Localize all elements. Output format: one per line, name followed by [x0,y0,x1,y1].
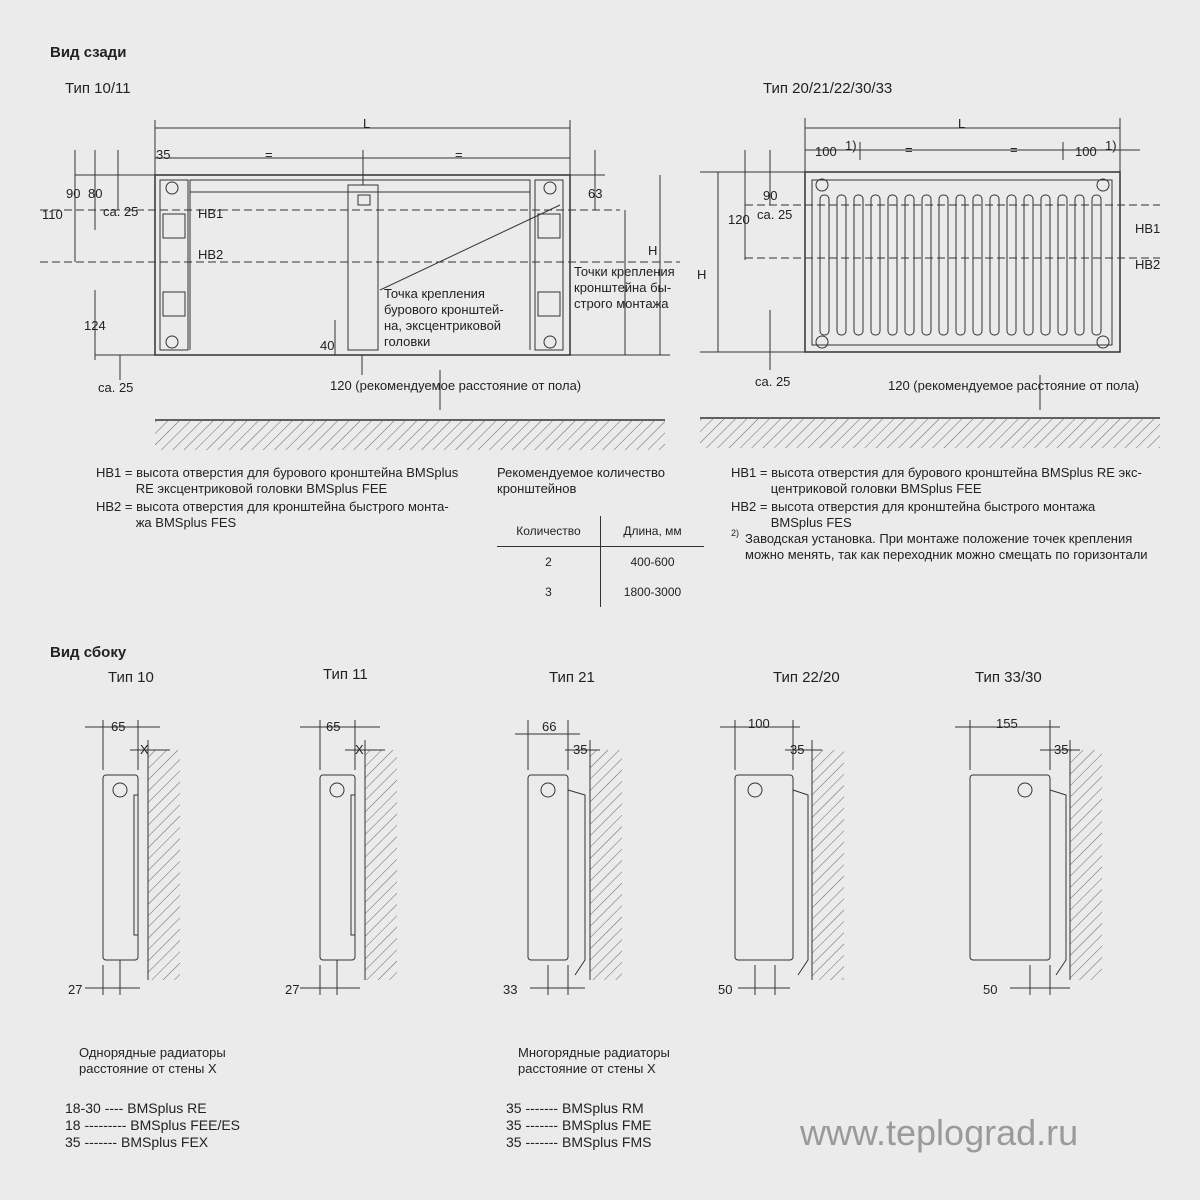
label-hb2-right: HB2 [1135,257,1161,272]
side-type-33-30-label: Тип 33/30 [975,669,1042,686]
dim-ca25-top-left: ca. 25 [103,204,139,219]
brackets-col-length: Длина, мм [601,516,705,547]
side-type-22-20-x: 35 [790,742,805,757]
dim-eq-right-2: = [1010,142,1018,157]
dim-l-left: L [363,116,371,131]
dim-100-b: 100 [1075,144,1097,159]
note2-superscript: 2) [731,528,740,538]
drill-bracket-note: Точка крепления бурового кронштей- на, эксцентриковой головки [384,286,504,349]
side-type-10-bottom: 27 [68,982,83,997]
watermark: www.teplograd.ru [800,1112,1079,1153]
side-type-10-label: Тип 10 [108,669,154,686]
side-view-type-11 [300,720,397,995]
rear-view-heading: Вид сзади [50,44,127,61]
side-type-33-30-top: 155 [996,716,1018,731]
brackets-title: Рекомендуемое количество кронштейнов [497,465,665,496]
label-hb2-left: HB2 [198,247,224,262]
rear-type-left: Тип 10/11 [65,80,131,97]
side-type-22-20-bottom: 50 [718,982,733,997]
dim-63: 63 [588,186,603,201]
side-type-10-x: X [140,742,149,757]
side-type-21-label: Тип 21 [549,669,595,686]
side-view-type-10 [85,720,180,995]
dim-h-right: H [697,267,707,282]
dim-ca25-bottom-left: ca. 25 [98,380,134,395]
brackets-count-cell: 2 [497,547,601,578]
brackets-count-cell: 3 [497,577,601,607]
side-type-10-top: 65 [111,719,126,734]
note-hb1-left: HB1 = высота отверстия для бурового кронштейна BMSplus RE эксцентриковой головки BMSplus FEE [96,465,459,496]
note-factory-setting: Заводская установка. При монтаже положение точек крепления можно менять, так как переходник можно смещать по горизонтали [745,531,1148,562]
dim-eq-right-1: = [905,142,913,157]
side-type-11-label: Тип 11 [323,666,368,683]
side-type-22-20-top: 100 [748,716,770,731]
brackets-length-cell: 400-600 [630,555,675,569]
sup-1-b: 1) [1105,138,1117,153]
side-type-21-x: 35 [573,742,588,757]
floor-note-left: 120 (рекомендуемое расстояние от пола) [330,378,582,393]
brackets-col-count: Количество [497,516,601,547]
side-view-heading: Вид сбоку [50,644,127,661]
multi-row-list: 35 ------- BMSplus RM 35 ------- BMSplus FME 35 ------- BMSplus FMS [506,1100,652,1150]
dim-110: 110 [42,207,63,222]
floor-note-right: 120 (рекомендуемое расстояние от пола) [888,378,1140,393]
brackets-table [497,516,704,607]
single-row-title: Однорядные радиаторы расстояние от стены X [79,1045,226,1076]
table-row [497,547,704,578]
side-view-type-22-20 [720,720,844,995]
brackets-length-cell: 1800-3000 [623,585,682,599]
dim-35: 35 [156,147,171,162]
rear-type-right: Тип 20/21/22/30/33 [763,80,893,97]
side-type-21-top: 66 [542,719,557,734]
dim-l-right: L [958,116,966,131]
dim-h-left: H [648,243,658,258]
quick-bracket-note: Точки крепления кронштейна бы- строго монтажа [574,264,675,311]
note-hb1-right: HB1 = высота отверстия для бурового кронштейна BMSplus RE экс- центриковой головки BMSplus FEE [731,465,1142,496]
note-hb2-right: HB2 = высота отверстия для кронштейна быстрого монтажа BMSplus FES [731,499,1096,530]
dim-120: 120 [728,212,750,227]
dim-90-left: 90 [66,186,81,201]
multi-row-title: Многорядные радиаторы расстояние от стены X [518,1045,670,1076]
single-row-list: 18-30 ---- BMSplus RE 18 --------- BMSplus FEE/ES 35 ------- BMSplus FEX [65,1100,241,1150]
dim-124: 124 [84,318,106,333]
rear-right-drawing [700,118,1160,448]
side-type-11-x: X [355,742,364,757]
note-hb2-left: HB2 = высота отверстия для кронштейна быстрого монта- жа BMSplus FES [96,499,449,530]
side-type-22-20-label: Тип 22/20 [773,669,840,686]
side-type-21-bottom: 33 [503,982,518,997]
dim-90-right: 90 [763,188,778,203]
dim-80: 80 [88,186,103,201]
dim-100-a: 100 [815,144,837,159]
side-view-type-33-30 [955,720,1102,995]
dim-ca25-bottom-right: ca. 25 [755,374,791,389]
side-view-type-21 [515,720,622,995]
dim-ca25-top-right: ca. 25 [757,207,793,222]
side-type-33-30-bottom: 50 [983,982,998,997]
label-hb1-right: HB1 [1135,221,1161,236]
dim-eq-1: = [265,147,273,162]
sup-1-a: 1) [845,138,857,153]
label-hb1-left: HB1 [198,206,224,221]
dim-40: 40 [320,338,335,353]
side-type-33-30-x: 35 [1054,742,1069,757]
dim-eq-2: = [455,147,463,162]
radiator-fins [820,195,1101,335]
table-row [497,577,704,607]
side-type-11-top: 65 [326,719,341,734]
side-type-11-bottom: 27 [285,982,300,997]
